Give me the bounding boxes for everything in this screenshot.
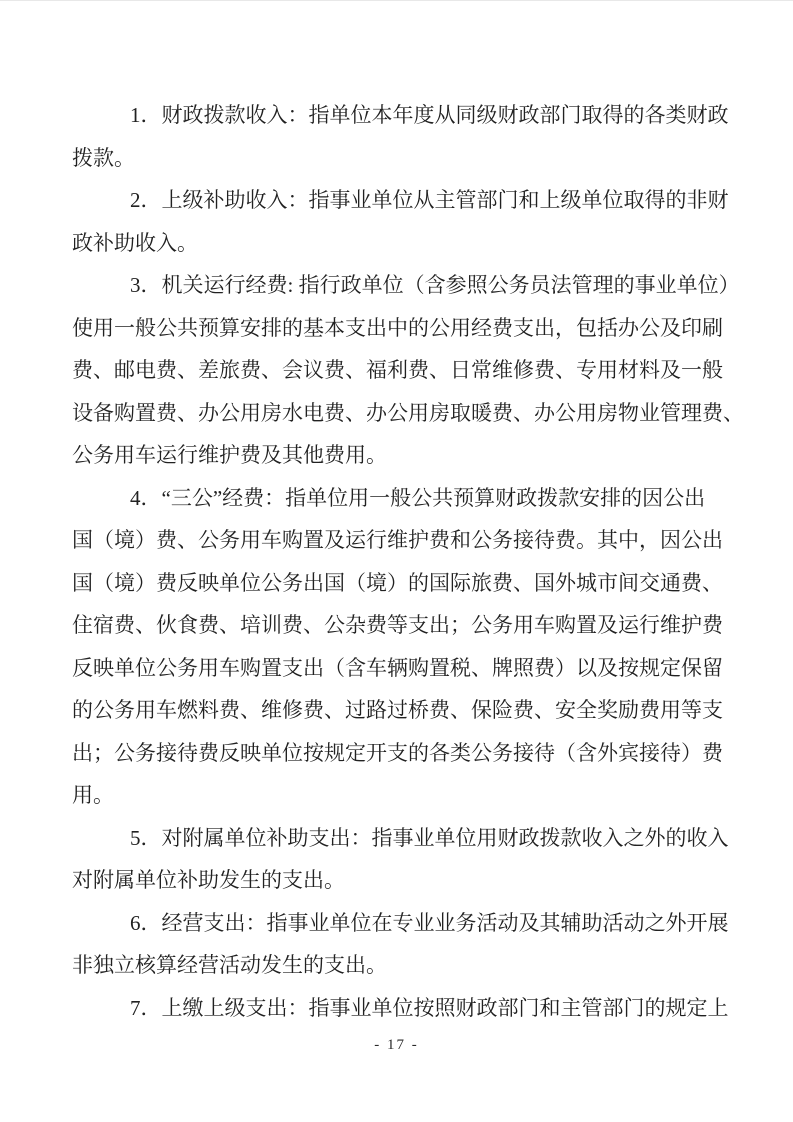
- document-body: [72, 94, 762, 1029]
- text-line: 拨款。: [72, 145, 135, 170]
- text-line: 6．经营支出：指事业单位在专业业务活动及其辅助活动之外开展: [130, 910, 729, 935]
- text-line: 对附属单位补助发生的支出。: [72, 868, 345, 892]
- text-line: 1．财政拨款收入：指单位本年度从同级财政部门取得的各类财政: [130, 103, 729, 127]
- text-line: 设备购置费、办公用房水电费、办公用房取暖费、办公用房物业管理费、: [72, 400, 744, 425]
- text-line: 的公务用车燃料费、维修费、过路过桥费、保险费、安全奖励费用等支: [72, 698, 723, 722]
- text-line: 用。: [72, 783, 114, 807]
- page-number: - 17 -: [374, 1037, 419, 1053]
- text-line: 3．机关运行经费: 指行政单位（含参照公务员法管理的事业单位）: [130, 273, 740, 297]
- text-line: 国（境）费反映单位公务出国（境）的国际旅费、国外城市间交通费、: [72, 570, 723, 595]
- text-line: 住宿费、伙食费、培训费、公杂费等支出；公务用车购置及运行维护费: [72, 613, 723, 637]
- text-line: 政补助收入。: [72, 230, 198, 255]
- text-line: 2．上级补助收入：指事业单位从主管部门和上级单位取得的非财: [130, 188, 729, 212]
- text-line: 公务用车运行维护费及其他费用。: [72, 443, 387, 467]
- text-line: 费、邮电费、差旅费、会议费、福利费、日常维修费、专用材料及一般: [72, 358, 723, 382]
- text-line: 出；公务接待费反映单位按规定开支的各类公务接待（含外宾接待）费: [72, 740, 723, 765]
- text-line: 4．“三公”经费：指单位用一般公共预算财政拨款安排的因公出: [130, 485, 706, 510]
- text-line: 国（境）费、公务用车购置及运行维护费和公务接待费。其中，因公出: [72, 528, 723, 552]
- text-line: 非独立核算经营活动发生的支出。: [72, 953, 387, 977]
- text-line: 反映单位公务用车购置支出（含车辆购置税、牌照费）以及按规定保留: [72, 655, 723, 680]
- text-line: 使用一般公共预算安排的基本支出中的公用经费支出，包括办公及印刷: [72, 315, 723, 340]
- text-line: 5．对附属单位补助支出：指事业单位用财政拨款收入之外的收入: [130, 825, 729, 850]
- text-line: 7．上缴上级支出：指事业单位按照财政部门和主管部门的规定上: [130, 995, 729, 1020]
